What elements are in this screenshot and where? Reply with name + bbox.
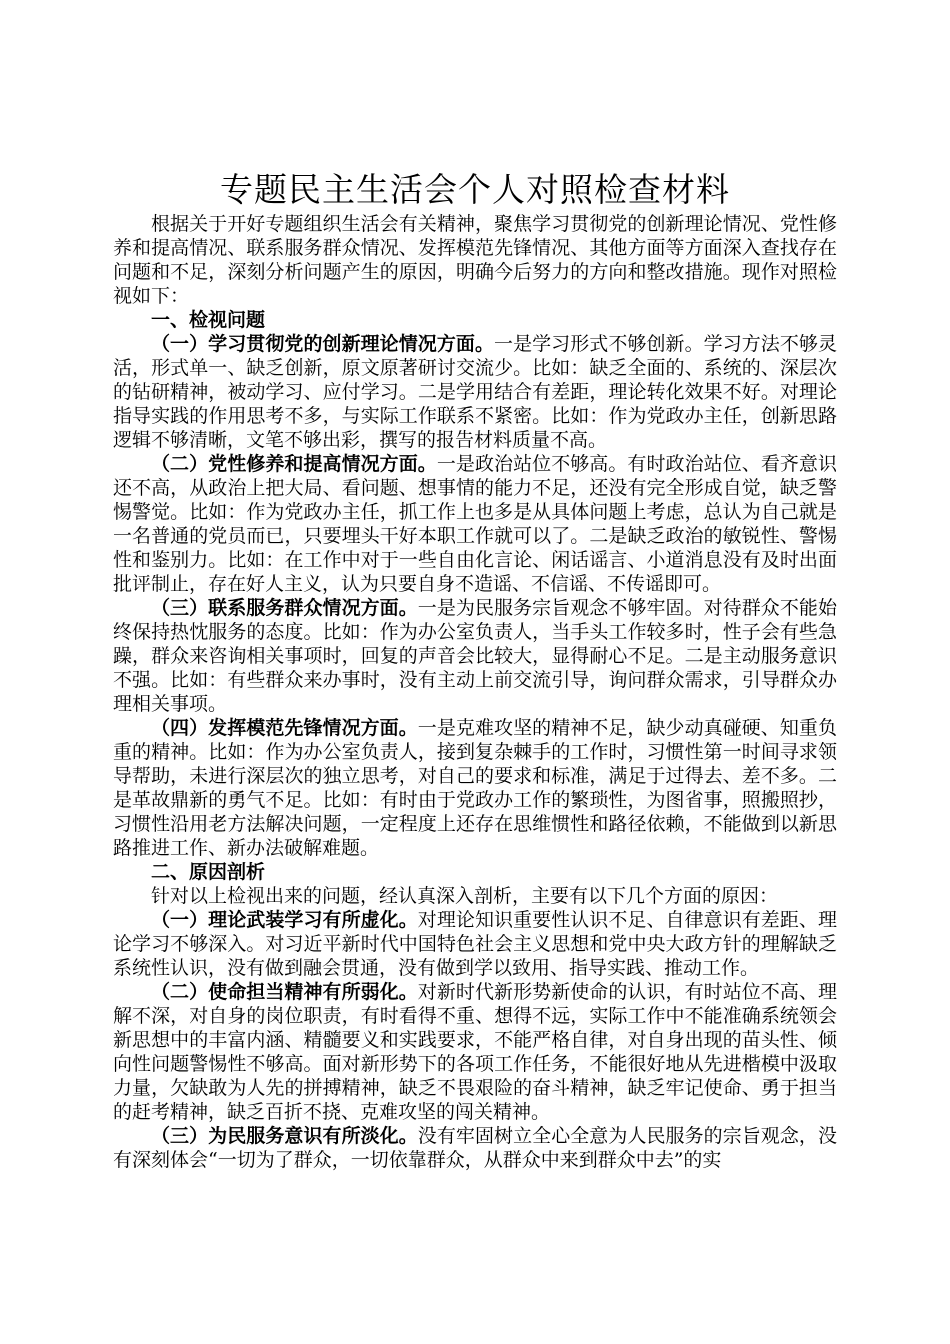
paragraph-lead: （三）为民服务意识有所淡化。 [151,1125,418,1147]
document-page [113,168,837,1172]
section-heading-problems: 一、检视问题 [151,309,266,331]
paragraph-text: 对理论知识重要性认识不足、自律意识有差距、理论学习不够深入。对习近平新时代中国特色社会主义思想和党中央大政方针的理解缺乏系统性认识，没有做到融会贯通，没有做到学以致用、指导实践、推动工作。 [113,909,837,979]
paragraph-text: 一是政治站位不够高。有时政治站位、看齐意识还不高，从政治上把大局、看问题、想事情的能力不足，还没有完全形成自觉，缺乏警惕警觉。比如：作为党政办主任，抓工作上也多是从具体问题上考虑，总认为自己就是一名普通的党员而已，只要埋头干好本职工作就可以了。二是缺乏政治的敏锐性、警惕性和鉴别力。比如：在工作中对于一些自由化言论、闲话谣言、小道消息没有及时出面批评制止，存在好人主义，认为只要自身不造谣、不信谣、不传谣即可。 [113,453,837,595]
paragraph-lead: （四）发挥模范先锋情况方面。 [151,717,418,739]
problem-paragraph-1 [113,332,837,452]
paragraph-text: 一是为民服务宗旨观念不够牢固。对待群众不能始终保持热忱服务的态度。比如：作为办公室负责人，当手头工作较多时，性子会有些急躁，群众来咨询相关事项时，回复的声音会比较大，显得耐心不足。二是主动服务意识不强。比如：有些群众来办事时，没有主动上前交流引导，询问群众需求，引导群众办理相关事项。 [113,597,837,715]
paragraph-text: 没有牢固树立全心全意为人民服务的宗旨观念，没有深刻体会“一切为了群众，一切依靠群众，从群众中来到群众中去”的实 [113,1125,837,1171]
paragraph-lead: （二）使命担当精神有所弱化。 [151,981,418,1003]
paragraph-text: 一是克难攻坚的精神不足，缺少动真碰硬、知重负重的精神。比如：作为办公室负责人，接到复杂棘手的工作时，习惯性第一时间寻求领导帮助，未进行深层次的独立思考，对自己的要求和标准，满足于过得去、差不多。二是革故鼎新的勇气不足。比如：有时由于党政办工作的繁琐性，为图省事，照搬照抄，习惯性沿用老方法解决问题，一定程度上还存在思维惯性和路径依赖，不能做到以新思路推进工作、新办法破解难题。 [113,717,837,859]
paragraph-lead: （一）学习贯彻党的创新理论情况方面。 [151,333,495,355]
document-title: 专题民主生活会个人对照检查材料 [220,170,730,209]
section-heading-causes: 二、原因剖析 [151,861,266,883]
problem-paragraph-4 [113,716,837,860]
problem-paragraph-3 [113,596,837,716]
causes-intro-paragraph: 针对以上检视出来的问题，经认真深入剖析，主要有以下几个方面的原因： [151,885,779,907]
cause-paragraph-3 [113,1124,837,1172]
problem-paragraph-2 [113,452,837,596]
cause-paragraph-1 [113,908,837,980]
intro-paragraph: 根据关于开好专题组织生活会有关精神，聚焦学习贯彻党的创新理论情况、党性修养和提高情况、联系服务群众情况、发挥模范先锋情况、其他方面等方面深入查找存在问题和不足，深刻分析问题产生的原因，明确今后努力的方向和整改措施。现作对照检视如下： [113,213,837,307]
paragraph-lead: （三）联系服务群众情况方面。 [151,597,418,619]
paragraph-lead: （一）理论武装学习有所虚化。 [151,909,418,931]
paragraph-lead: （二）党性修养和提高情况方面。 [151,453,437,475]
cause-paragraph-2 [113,980,837,1124]
paragraph-text: 一是学习形式不够创新。学习方法不够灵活，形式单一、缺乏创新，原文原著研讨交流少。比如：缺乏全面的、系统的、深层次的钻研精神，被动学习、应付学习。二是学用结合有差距，理论转化效果不好。对理论指导实践的作用思考不多，与实际工作联系不紧密。比如：作为党政办主任，创新思路逻辑不够清晰，文笔不够出彩，撰写的报告材料质量不高。 [113,333,837,451]
paragraph-text: 对新时代新形势新使命的认识，有时站位不高、理解不深，对自身的岗位职责，有时看得不重、想得不远，实际工作中不能准确系统领会新思想中的丰富内涵、精髓要义和实践要求，不能严格自律，对自身出现的苗头性、倾向性问题警惕性不够高。面对新形势下的各项工作任务，不能很好地从先进楷模中汲取力量，欠缺敢为人先的拼搏精神，缺乏不畏艰险的奋斗精神，缺乏牢记使命、勇于担当的赶考精神，缺乏百折不挠、克难攻坚的闯关精神。 [113,981,837,1123]
